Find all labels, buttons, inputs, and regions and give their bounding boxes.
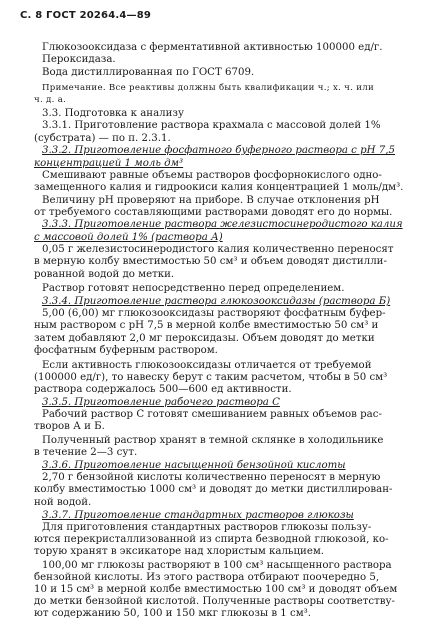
- text-line: ной водой.: [34, 497, 92, 508]
- text-line: затем добавляют 2,0 мг пероксидазы. Объем доводят до метки: [34, 333, 375, 344]
- text-line: с массовой долей 1% (раствора А): [34, 232, 223, 243]
- text-line: от требуемого составляющими растворами доводят его до нормы.: [34, 207, 393, 218]
- text-line: ч. д. а.: [34, 95, 67, 105]
- text-line: рованной водой до метки.: [34, 269, 175, 280]
- text-line: Вода дистиллированная по ГОСТ 6709.: [42, 67, 255, 78]
- text-line: Раствор готовят непосредственно перед определением.: [42, 283, 345, 294]
- text-line: 100,00 мг глюкозы растворяют в 100 см³ насыщенного раствора: [42, 560, 392, 571]
- text-line: 3.3.7. Приготовление стандартных растворов глюкозы: [42, 510, 354, 521]
- text-line: концентрацией 1 моль дм³: [34, 158, 184, 169]
- text-line: творов А и Б.: [34, 421, 105, 432]
- text-line: замещенного калия и гидроокиси калия концентрацией 1 моль/дм³.: [34, 182, 404, 193]
- text-line: Для приготовления стандартных растворов глюкозы пользу-: [42, 522, 372, 533]
- text-line: 3.3. Подготовка к анализу: [42, 108, 184, 119]
- text-line: Глюкозооксидаза с ферментативной активностью 100000 ед/г.: [42, 42, 383, 53]
- text-line: торую хранят в эксикаторе над хлористым кальцием.: [34, 546, 325, 557]
- text-line: Пероксидаза.: [42, 54, 116, 65]
- text-line: 3.3.3. Приготовление раствора железистосинеродистого калия: [42, 219, 403, 230]
- text-line: (100000 ед/г), то навеску берут с таким расчетом, чтобы в 50 см³: [34, 372, 388, 383]
- text-line: Полученный раствор хранят в темной склянке в холодильнике: [42, 435, 384, 446]
- text-line: в мерную колбу вместимостью 50 см³ и объем доводят дистилли-: [34, 256, 387, 267]
- text-line: в течение 2—3 сут.: [34, 447, 138, 458]
- text-line: (субстрата) — по п. 2.3.1.: [34, 133, 171, 144]
- page-header: С. 8 ГОСТ 20264.4—89: [20, 10, 152, 21]
- text-line: 3.3.2. Приготовление фосфатного буферного раствора с pH 7,5: [42, 145, 395, 156]
- text-line: ным раствором с pH 7,5 в мерной колбе вместимостью 50 см³ и: [34, 320, 379, 331]
- text-line: 3.3.4. Приготовление раствора глюкозооксидазы (раствора Б): [42, 296, 391, 307]
- text-line: Примечание. Все реактивы должны быть квалификации ч.; х. ч. или: [42, 83, 375, 93]
- text-line: ются перекристаллизованной из спирта безводной глюкозой, ко-: [34, 534, 389, 545]
- text-line: Смешивают равные объемы растворов фосфорнокислого одно-: [42, 170, 382, 181]
- text-line: 0,05 г железистосинеродистого калия количественно переносят: [42, 244, 394, 255]
- text-line: 3.3.6. Приготовление насыщенной бензойной кислоты: [42, 460, 346, 471]
- text-line: Если активность глюкозооксидазы отличается от требуемой: [42, 360, 372, 371]
- text-line: Величину pH проверяют на приборе. В случае отклонения pH: [42, 195, 380, 206]
- text-line: Рабочий раствор С готовят смешиванием равных объемов рас-: [42, 409, 382, 420]
- text-line: фосфатным буферным раствором.: [34, 345, 218, 356]
- text-line: колбу вместимостью 1000 см³ и доводят до метки дистиллирован-: [34, 484, 393, 495]
- text-line: до метки бензойной кислотой. Полученные растворы соответству-: [34, 596, 395, 607]
- text-line: 2,70 г бензойной кислоты количественно переносят в мерную: [42, 472, 381, 483]
- text-line: 3.3.1. Приготовление раствора крахмала с массовой долей 1%: [42, 120, 381, 131]
- text-line: 3.3.5. Приготовление рабочего раствора С: [42, 397, 280, 408]
- text-line: раствора содержалось 500—600 ед активности.: [34, 384, 292, 395]
- text-line: 5,00 (6,00) мг глюкозооксидазы растворяют фосфатным буфер-: [42, 308, 386, 319]
- text-line: ют содержанию 50, 100 и 150 мкг глюкозы в 1 см³.: [34, 608, 311, 619]
- text-line: бензойной кислоты. Из этого раствора отбирают поочередно 5,: [34, 572, 380, 583]
- text-line: 10 и 15 см³ в мерной колбе вместимостью 100 см³ и доводят объем: [34, 584, 398, 595]
